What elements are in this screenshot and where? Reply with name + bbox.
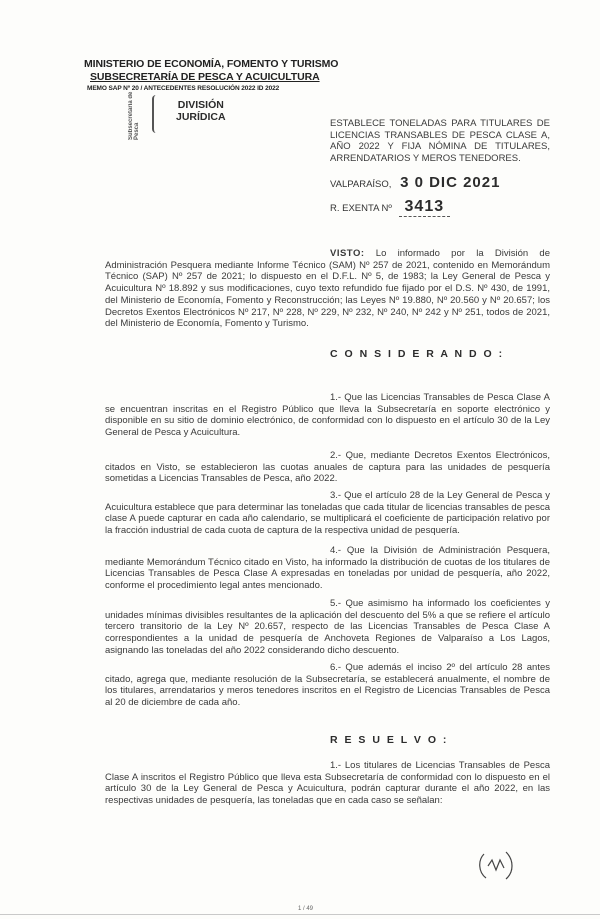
considerando-item: 5.- Que asimismo ha informado los coeficientes y unidades mínimas divisibles resultantes de la aplicación del descuento del 5% a que se refiere el artículo tercero transitorio de la Ley Nº 20.657, respecto de las Licencias Transables de Pesca Clase A correspondientes a la unidad de pesquería de Anchoveta Regiones de Valparaíso a Los Lagos, asignando las toneladas del año 2022 considerando dicho descuento. [105, 598, 550, 656]
stamp-vertical-text: Subsecretaría de Pesca [128, 91, 140, 140]
memo-reference: MEMO SAP Nº 20 / ANTECEDENTES RESOLUCIÓN 2022 ID 2022 [87, 85, 280, 92]
resuelvo-item: 1.- Los titulares de Licencias Transables de Pesca Clase A inscritos el Registro Público que lleva esta Subsecretaría de conformidad con lo dispuesto en el artículo 30 de la Ley General de Pesca y Acuicultura, podrán capturar durante el año 2022, en las respectivas unidades de pesquería, las toneladas que en cada caso se señalan: [105, 760, 550, 807]
resolution-number: 3413 [399, 198, 451, 217]
division-stamp [152, 95, 249, 133]
ministry-name: MINISTERIO DE ECONOMÍA, FOMENTO Y TURISMO [84, 58, 339, 70]
footer-rule [0, 914, 600, 915]
resuelvo-heading: R E S U E L V O : [330, 734, 449, 746]
signature-initials [476, 848, 516, 882]
visto-lead: VISTO: [330, 248, 365, 259]
visto-text: Lo informado por la División de Administración Pesquera mediante Informe Técnico (SAM) Nº 257 de 2021, contenido en Memorándum Técnico (SAP) Nº 257 de 2021; lo dispuesto en el D.F.L. Nº 5, de 1983; la Ley General de Pesca y Acuicultura Nº 18.892 y sus modificaciones, cuyo texto refundido fue fijado por el D.S. Nº 430, de 1991, del Ministerio de Economía, Fomento y Reconstrucción; las Leyes Nº 19.880, Nº 20.560 y Nº 20.657; los Decretos Exentos Electrónicos Nº 217, Nº 228, Nº 229, Nº 232, Nº 240, Nº 242 y Nº 251, todos de 2021, del Ministerio de Economía, Fomento y Turismo. [105, 248, 550, 330]
considerando-item: 1.- Que las Licencias Transables de Pesca Clase A se encuentran inscritas en el Registro Público que lleva la Subsecretaría en soporte electrónico y disponible en su sitio de dominio electrónico, de conformidad con lo dispuesto en el artículo 30 de la Ley General de Pesca y Acuicultura. [105, 392, 550, 439]
visto-paragraph [105, 248, 550, 330]
stamp-line-2: JURÍDICA [176, 111, 226, 123]
stamp-line-1: DIVISIÓN [177, 99, 224, 111]
considerando-heading: C O N S I D E R A N D O : [330, 348, 505, 360]
date-city: VALPARAÍSO, [330, 179, 392, 190]
considerando-item: 2.- Que, mediante Decretos Exentos Electrónicos, citados en Visto, se establecieron las cuotas anuales de captura para las unidades de pesquería sometidas a Licencias Transables de Pesca, año 2022. [105, 450, 550, 485]
date-line [330, 174, 500, 191]
considerando-item: 3.- Que el artículo 28 de la Ley General de Pesca y Acuicultura establece que para determinar las toneladas que cada titular de licencias transables de pesca clase A puede capturar en cada año calendario, se multiplicará el coeficiente de participación relativo por la fracción industrial de cada cuota de captura de la respectiva unidad de pesquería. [105, 490, 550, 537]
page-footer: 1 / 49 [298, 906, 314, 912]
document-title: ESTABLECE TONELADAS PARA TITULARES DE LICENCIAS TRANSABLES DE PESCA CLASE A, AÑO 2022 Y FIJA NÓMINA DE TITULARES, ARRENDATARIOS Y MEROS TENEDORES. [330, 118, 550, 164]
undersecretariat-name: SUBSECRETARÍA DE PESCA Y ACUICULTURA [90, 71, 320, 83]
considerando-item: 4.- Que la División de Administración Pesquera, mediante Memorándum Técnico citado en Visto, ha informado la distribución de cuotas de los titulares de Licencias Transables de Pesca Clase A expresadas en toneladas por unidad de pesquería, año 2022, conforme el procedimiento legal antes mencionado. [105, 545, 550, 592]
letterhead [84, 58, 338, 93]
considerando-item: 6.- Que además el inciso 2º del artículo 28 antes citado, agrega que, mediante resolución de la Subsecretaría, se establecerá anualmente, el nombre de los titulares, arrendatarios y meros tenedores inscritos en el Registro de Licencias Transables de Pesca al 20 de diciembre de cada año. [105, 662, 550, 709]
date-value: 3 0 DIC 2021 [400, 174, 501, 191]
resolution-line [330, 198, 450, 217]
resolution-label: R. EXENTA Nº [330, 203, 392, 214]
